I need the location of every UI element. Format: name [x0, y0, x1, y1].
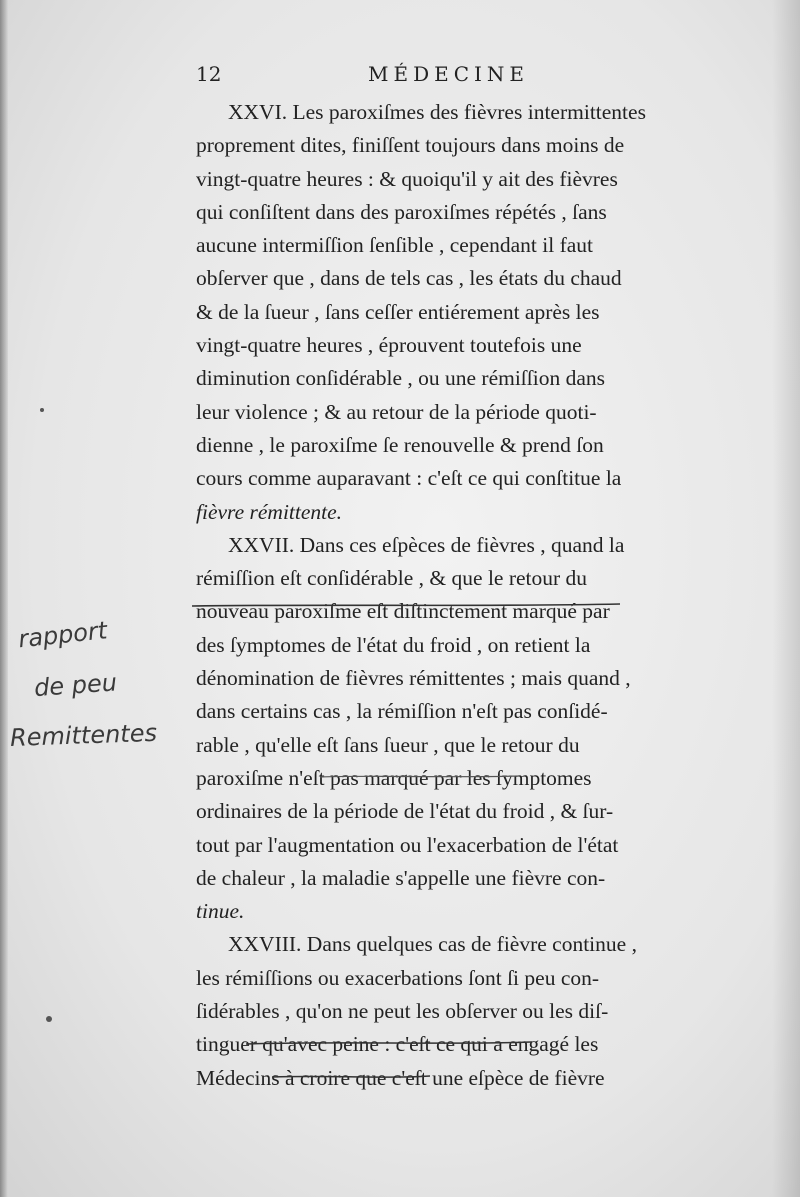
text-line: ſidérables , qu'on ne peut les obſerver ou les diſ- — [196, 999, 609, 1024]
underline-mark — [320, 776, 520, 777]
text-line: vingt-quatre heures , éprouvent toutefois une — [196, 333, 582, 358]
running-title: MÉDECINE — [368, 62, 530, 86]
page-number: 12 — [196, 62, 222, 86]
text-line: & de la ſueur , ſans ceſſer entiérement après les — [196, 299, 600, 324]
text-line: Médecins à croire que c'eſt une eſpèce de fièvre — [196, 1065, 605, 1090]
text-line: les rémiſſions ou exacerbations ſont ſi peu con- — [196, 965, 600, 990]
text-line: XXVII. Dans ces eſpèces de fièvres , quand la — [228, 532, 625, 557]
text-line: rémiſſion eſt conſidérable , & que le retour du — [196, 566, 588, 591]
text-line: ordinaires de la période de l'état du froid , & ſur- — [196, 799, 614, 824]
text-line: qui conſiſtent dans des paroxiſmes répétés , ſans — [196, 199, 607, 224]
margin-note-line: rapport — [16, 616, 109, 654]
text-line: fièvre rémittente. — [196, 499, 343, 524]
ink-spot — [46, 1016, 52, 1022]
text-line: tinue. — [196, 899, 245, 924]
text-line: dienne , le paroxiſme ſe renouvelle & prend ſon — [196, 432, 604, 457]
underline-mark — [246, 1042, 532, 1044]
text-line: obſerver que , dans de tels cas , les états du chaud — [196, 266, 622, 291]
text-line: cours comme auparavant : c'eſt ce qui conſtitue la — [196, 466, 622, 491]
text-line: tout par l'augmentation ou l'exacerbation de l'état — [196, 832, 619, 857]
ink-spot — [40, 408, 44, 412]
text-line: nouveau paroxiſme eſt diſtinctement marqué par — [196, 599, 610, 624]
text-line: dénomination de fièvres rémittentes ; mais quand , — [196, 666, 631, 691]
text-line: tinguer qu'avec peine : c'eſt ce qui a engagé les — [196, 1032, 599, 1057]
margin-note-line: Remittentes — [9, 718, 158, 752]
text-line: vingt-quatre heures : & quoiqu'il y ait des fièvres — [196, 166, 618, 191]
handwritten-margin-note — [10, 605, 180, 775]
text-line: rable , qu'elle eſt ſans ſueur , que le retour du — [196, 732, 580, 757]
text-line: leur violence ; & au retour de la période quoti- — [196, 399, 597, 424]
text-line: dans certains cas , la rémiſſion n'eſt pas conſidé- — [196, 699, 608, 724]
text-line: XXVI. Les paroxiſmes des fièvres intermittentes — [228, 100, 646, 124]
margin-note-line: de peu — [33, 668, 118, 703]
underline-mark — [272, 1076, 430, 1077]
underline-mark — [192, 604, 620, 606]
text-line: aucune intermiſſion ſenſible , cependant il faut — [196, 233, 594, 258]
text-line: paroxiſme n'eſt pas marqué par les ſymptomes — [196, 765, 592, 790]
text-line: de chaleur , la maladie s'appelle une fièvre con- — [196, 865, 606, 890]
text-line: proprement dites, finiſſent toujours dans moins de — [196, 133, 625, 158]
text-line: des ſymptomes de l'état du froid , on retient la — [196, 632, 591, 657]
text-line: diminution conſidérable , ou une rémiſſion dans — [196, 366, 606, 391]
text-line: XXVIII. Dans quelques cas de fièvre continue , — [228, 932, 637, 957]
